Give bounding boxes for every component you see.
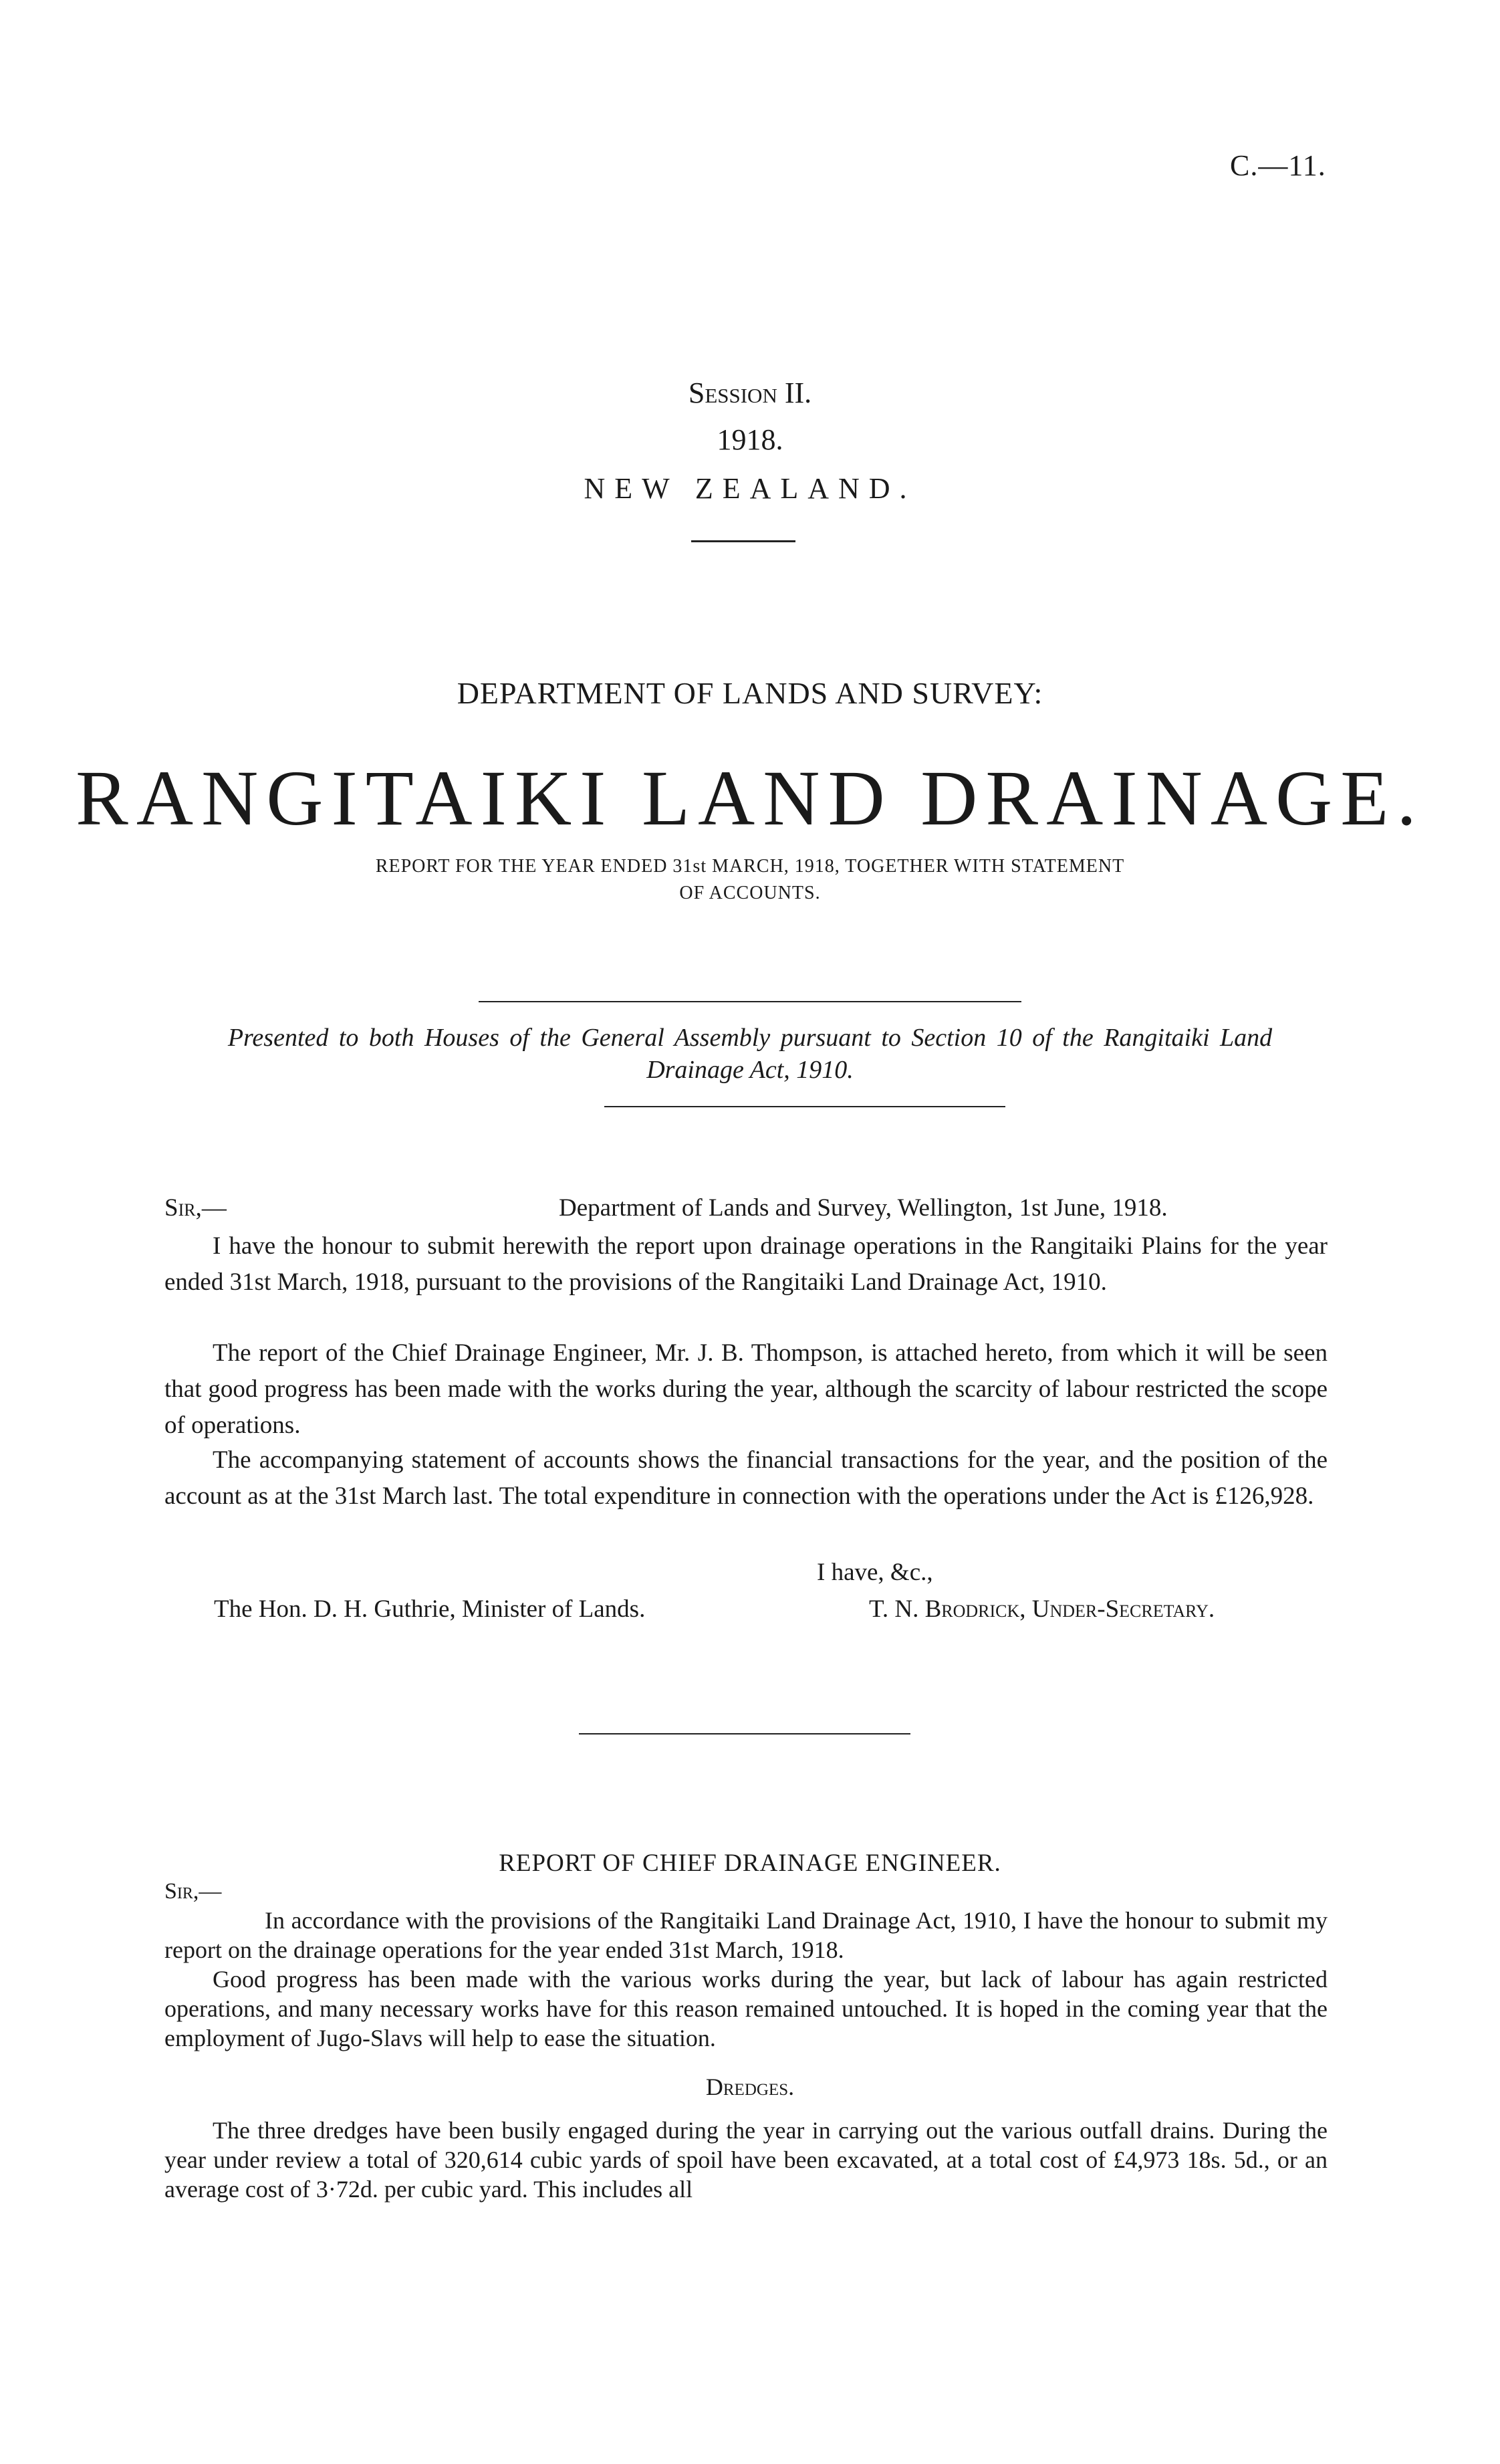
dredges-heading: Dredges. bbox=[705, 2074, 795, 2100]
year-label: 1918. bbox=[717, 423, 783, 456]
page-reference: C.—11. bbox=[1230, 149, 1326, 182]
presented-statement: Presented to both Houses of the General Assembly pursuant to Section 10 of the Rangitaiki Land bbox=[227, 1024, 1273, 1052]
document-subtitle-cont: OF ACCOUNTS. bbox=[679, 883, 821, 903]
report-salutation: Sir,— bbox=[164, 1879, 222, 1904]
department-heading: DEPARTMENT OF LANDS AND SURVEY: bbox=[457, 676, 1043, 710]
title-divider bbox=[479, 1001, 1021, 1002]
report-paragraph-2: Good progress has been made with the various works during the year, but lack of labour has again restricted operations, and many necessary works have for this reason remained untouched. It is hoped in the coming year that the employment of Jugo-Slavs will help to ease the situation. bbox=[164, 1966, 1328, 2051]
letter-paragraph-1: I have the honour to submit herewith the report upon drainage operations in the Rangitaiki Plains for the year ended 31st March, 1918, pursuant to the provisions of the Rangitaiki Land Drainage Act, 1910. bbox=[164, 1232, 1328, 1296]
document-title: RANGITAIKI LAND DRAINAGE. bbox=[76, 754, 1424, 842]
letter-paragraph-2: The report of the Chief Drainage Engineer, Mr. J. B. Thompson, is attached hereto, from which it will be seen that good progress has been made with the works during the year, although the scarcity of labour restricted the scope of operations. bbox=[164, 1339, 1328, 1439]
letter-dateline: Department of Lands and Survey, Wellington, 1st June, 1918. bbox=[559, 1194, 1168, 1222]
letter-paragraph-3: The accompanying statement of accounts shows the financial transactions for the year, and the position of the account as at the 31st March last. The total expenditure in connection with the operations under the Act is £126,928. bbox=[164, 1446, 1328, 1510]
letter-signature: T. N. Brodrick, Under-Secretary. bbox=[869, 1595, 1215, 1623]
country-label: NEW ZEALAND. bbox=[584, 472, 916, 505]
letter-salutation: Sir,— bbox=[164, 1194, 227, 1222]
presented-divider bbox=[604, 1106, 1005, 1107]
session-label: Session II. bbox=[688, 376, 812, 409]
header-divider bbox=[691, 540, 795, 542]
document-subtitle: REPORT FOR THE YEAR ENDED 31st MARCH, 1918, TOGETHER WITH STATEMENT bbox=[375, 856, 1125, 877]
dredges-paragraph: The three dredges have been busily engaged during the year in carrying out the various outfall drains. During the year under review a total of 320,614 cubic yards of spoil have been excavated, at a total cost of £4,973 18s. 5d., or an average cost of 3·72d. per cubic yard. This includes all bbox=[164, 2117, 1328, 2203]
letter-closing: I have, &c., bbox=[817, 1559, 933, 1586]
letter-addressee: The Hon. D. H. Guthrie, Minister of Lands. bbox=[214, 1595, 646, 1623]
report-paragraph-1: In accordance with the provisions of the Rangitaiki Land Drainage Act, 1910, I have the honour to submit my report on the drainage operations for the year ended 31st March, 1918. bbox=[164, 1907, 1328, 1963]
section-divider bbox=[579, 1733, 910, 1734]
presented-statement-cont: Drainage Act, 1910. bbox=[646, 1056, 854, 1084]
report-heading: REPORT OF CHIEF DRAINAGE ENGINEER. bbox=[499, 1850, 1001, 1877]
